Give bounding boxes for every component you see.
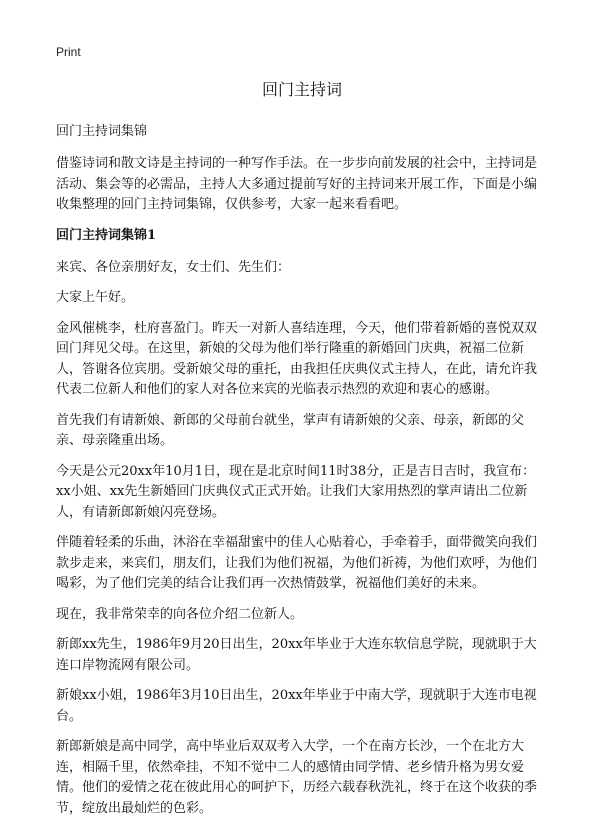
paragraph-opening: 金风催桃李，杜府喜盈门。昨天一对新人喜结连理，今天，他们带着新婚的喜悦双双回门拜见父母。在这里，新娘的父母为他们举行隆重的新婚回门庆典，祝福二位新人，答谢各位宾朋。受新娘父母的重托，由我担任庆典仪式主持人，在此，请允许我代表二位新人和他们的家人对各位来宾的光临表示热烈的欢迎和衷心的感谢。 — [56, 320, 538, 397]
paragraph-entrance: 伴随着轻柔的乐曲，沐浴在幸福甜蜜中的佳人心贴着心，手牵着手，面带微笑向我们款步走来，来宾们，朋友们，让我们为他们祝福，为他们祈祷，为他们欢呼，为他们喝彩，为了他们完美的结合让我们再一次热情鼓掌，祝福他们美好的未来。 — [56, 535, 538, 591]
paragraph-groom: 新郎xx先生，1986年9月20日出生，20xx年毕业于大连东软信息学院，现就职于大连口岸物流网有限公司。 — [56, 637, 537, 673]
paragraph-good-morning: 大家上午好。 — [56, 290, 135, 305]
page-title: 回门主持词 — [261, 80, 342, 99]
paragraph-introduction: 现在，我非常荣幸的向各位介绍二位新人。 — [56, 606, 304, 622]
paragraph-announcement: 今天是公元20xx年10月1日，现在是北京时间11时38分，正是吉日吉时，我宣布：xx小姐、xx先生新婚回门庆典仪式正式开始。让我们大家用热烈的掌声请出二位新人，有请新郎新娘闪亮登场。 — [56, 463, 536, 520]
paragraph-story: 新郎新娘是高中同学，高中毕业后双双考入大学，一个在南方长沙，一个在北方大连，相隔千里，依然牵挂，不知不觉中二人的感情由同学情、老乡情升格为男女爱情。他们的爱情之花在彼此用心的呵护下，历经六载春秋洗礼，终于在这个收获的季节，绽放出最灿烂的色彩。 — [56, 739, 538, 816]
document-body — [56, 80, 548, 829]
paragraph-bride: 新娘xx小姐，1986年3月10日出生，20xx年毕业于中南大学，现就职于大连市电视台。 — [56, 688, 537, 724]
paragraph-greeting: 来宾、各位亲朋好友，女士们、先生们： — [56, 259, 291, 275]
section-heading: 回门主持词集锦1 — [56, 227, 157, 243]
intro-paragraph: 借鉴诗词和散文诗是主持词的一种写作手法。在一步步向前发展的社会中，主持词是活动、集会等的必需品，主持人大多通过提前写好的主持词来开展工作，下面是小编收集整理的回门主持词集锦，仅供参考，大家一起来看看吧。 — [56, 156, 538, 212]
print-link[interactable]: Print — [56, 45, 81, 59]
document-subtitle: 回门主持词集锦 — [56, 124, 148, 139]
paragraph-parents: 首先我们有请新娘、新郎的父母前台就坐，掌声有请新娘的父亲、母亲，新郎的父亲、母亲隆重出场。 — [56, 412, 525, 448]
